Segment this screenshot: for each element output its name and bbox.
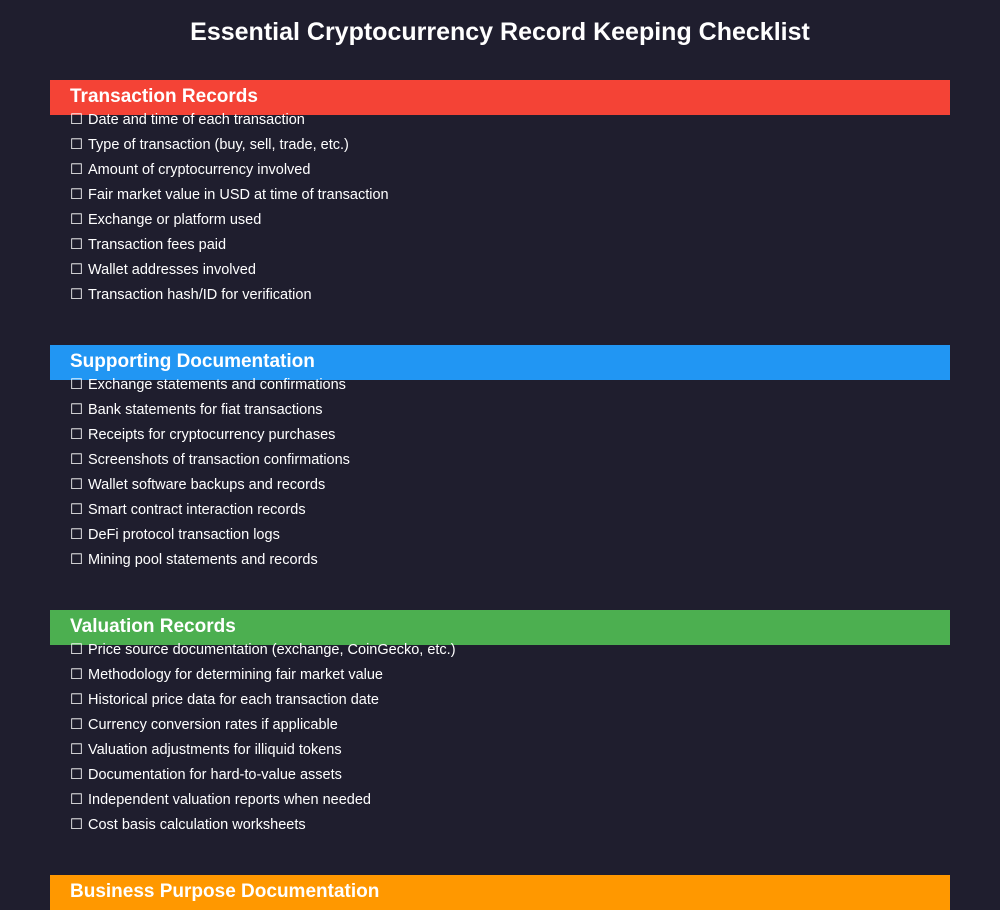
checklist-item[interactable] — [70, 640, 456, 665]
checklist-item-label: Date and time of each transaction — [88, 112, 305, 128]
checklist-item[interactable] — [70, 450, 350, 475]
checklist-item[interactable] — [70, 665, 383, 690]
checklist-item-label: Currency conversion rates if applicable — [88, 717, 338, 733]
checkbox-icon[interactable]: ☐ — [70, 402, 83, 418]
checklist-item-label: Cost basis calculation worksheets — [88, 817, 306, 833]
checklist-item[interactable] — [70, 425, 335, 450]
checklist-item[interactable] — [70, 550, 318, 575]
checklist-item-label: Mining pool statements and records — [88, 552, 318, 568]
section-header: Business Purpose Documentation — [50, 875, 950, 910]
checklist-item[interactable] — [70, 690, 379, 715]
checkbox-icon[interactable]: ☐ — [70, 477, 83, 493]
checkbox-icon[interactable]: ☐ — [70, 237, 83, 253]
checkbox-icon[interactable]: ☐ — [70, 642, 83, 658]
checkbox-icon[interactable]: ☐ — [70, 817, 83, 833]
checklist-item[interactable] — [70, 815, 306, 840]
checkbox-icon[interactable]: ☐ — [70, 502, 83, 518]
checklist-item-label: Amount of cryptocurrency involved — [88, 162, 311, 178]
checklist-item-label: Wallet software backups and records — [88, 477, 326, 493]
checklist-item-label: Independent valuation reports when needed — [88, 792, 371, 808]
checkbox-icon[interactable]: ☐ — [70, 137, 83, 153]
checklist-item-label: Historical price data for each transaction date — [88, 692, 379, 708]
checklist-item[interactable] — [70, 160, 310, 185]
checklist-item-label: Valuation adjustments for illiquid tokens — [88, 742, 342, 758]
checklist-item-label: Fair market value in USD at time of transaction — [88, 187, 389, 203]
checklist-item[interactable] — [70, 110, 305, 135]
checklist-item[interactable] — [70, 765, 342, 790]
checkbox-icon[interactable]: ☐ — [70, 287, 83, 303]
checklist-item-label: Methodology for determining fair market value — [88, 667, 383, 683]
checklist-item-label: Receipts for cryptocurrency purchases — [88, 427, 336, 443]
section-header: Transaction Records — [50, 80, 950, 115]
checkbox-icon[interactable]: ☐ — [70, 212, 83, 228]
section-valuation-records — [50, 610, 950, 833]
checklist-item[interactable] — [70, 715, 338, 740]
checkbox-icon[interactable]: ☐ — [70, 792, 83, 808]
checklist-item-label: Transaction hash/ID for verification — [88, 287, 312, 303]
checkbox-icon[interactable]: ☐ — [70, 112, 83, 128]
section-transaction-records — [50, 80, 950, 303]
checkbox-icon[interactable]: ☐ — [70, 262, 83, 278]
checklist-item-label: Bank statements for fiat transactions — [88, 402, 323, 418]
checklist-item[interactable] — [70, 740, 342, 765]
checkbox-icon[interactable]: ☐ — [70, 717, 83, 733]
checkbox-icon[interactable]: ☐ — [70, 427, 83, 443]
checklist-item-label: DeFi protocol transaction logs — [88, 527, 280, 543]
checklist-item[interactable] — [70, 525, 280, 550]
checklist-item-label: Documentation for hard-to-value assets — [88, 767, 342, 783]
section-header: Valuation Records — [50, 610, 950, 645]
checklist-item[interactable] — [70, 400, 323, 425]
checklist-item-label: Type of transaction (buy, sell, trade, etc.) — [88, 137, 349, 153]
checkbox-icon[interactable]: ☐ — [70, 667, 83, 683]
checkbox-icon[interactable]: ☐ — [70, 162, 83, 178]
page-title: Essential Cryptocurrency Record Keeping Checklist — [190, 18, 810, 46]
checklist-item[interactable] — [70, 260, 256, 285]
checklist-item[interactable] — [70, 235, 226, 260]
checklist-item[interactable] — [70, 500, 306, 525]
checkbox-icon[interactable]: ☐ — [70, 377, 83, 393]
checkbox-icon[interactable]: ☐ — [70, 692, 83, 708]
checkbox-icon[interactable]: ☐ — [70, 527, 83, 543]
checklist-item-label: Smart contract interaction records — [88, 502, 306, 518]
checkbox-icon[interactable]: ☐ — [70, 187, 83, 203]
checklist-item[interactable] — [70, 210, 261, 235]
checklist-item-label: Exchange statements and confirmations — [88, 377, 346, 393]
checkbox-icon[interactable]: ☐ — [70, 767, 83, 783]
checklist-item[interactable] — [70, 475, 325, 500]
checkbox-icon[interactable]: ☐ — [70, 552, 83, 568]
section-business-purpose-documentation — [50, 875, 950, 910]
checkbox-icon[interactable]: ☐ — [70, 452, 83, 468]
checklist-item-label: Screenshots of transaction confirmations — [88, 452, 350, 468]
checklist-item[interactable] — [70, 185, 389, 210]
checklist-item-label: Exchange or platform used — [88, 212, 262, 228]
checklist-item[interactable] — [70, 375, 346, 400]
section-header: Supporting Documentation — [50, 345, 950, 380]
section-supporting-documentation — [50, 345, 950, 568]
checklist-item-label: Transaction fees paid — [88, 237, 227, 253]
checklist-item[interactable] — [70, 285, 312, 310]
checkbox-icon[interactable]: ☐ — [70, 742, 83, 758]
checklist-item[interactable] — [70, 135, 349, 160]
checklist-item-label: Price source documentation (exchange, CoinGecko, etc.) — [88, 642, 456, 658]
checklist-item-label: Wallet addresses involved — [88, 262, 256, 278]
checklist-item[interactable] — [70, 790, 371, 815]
